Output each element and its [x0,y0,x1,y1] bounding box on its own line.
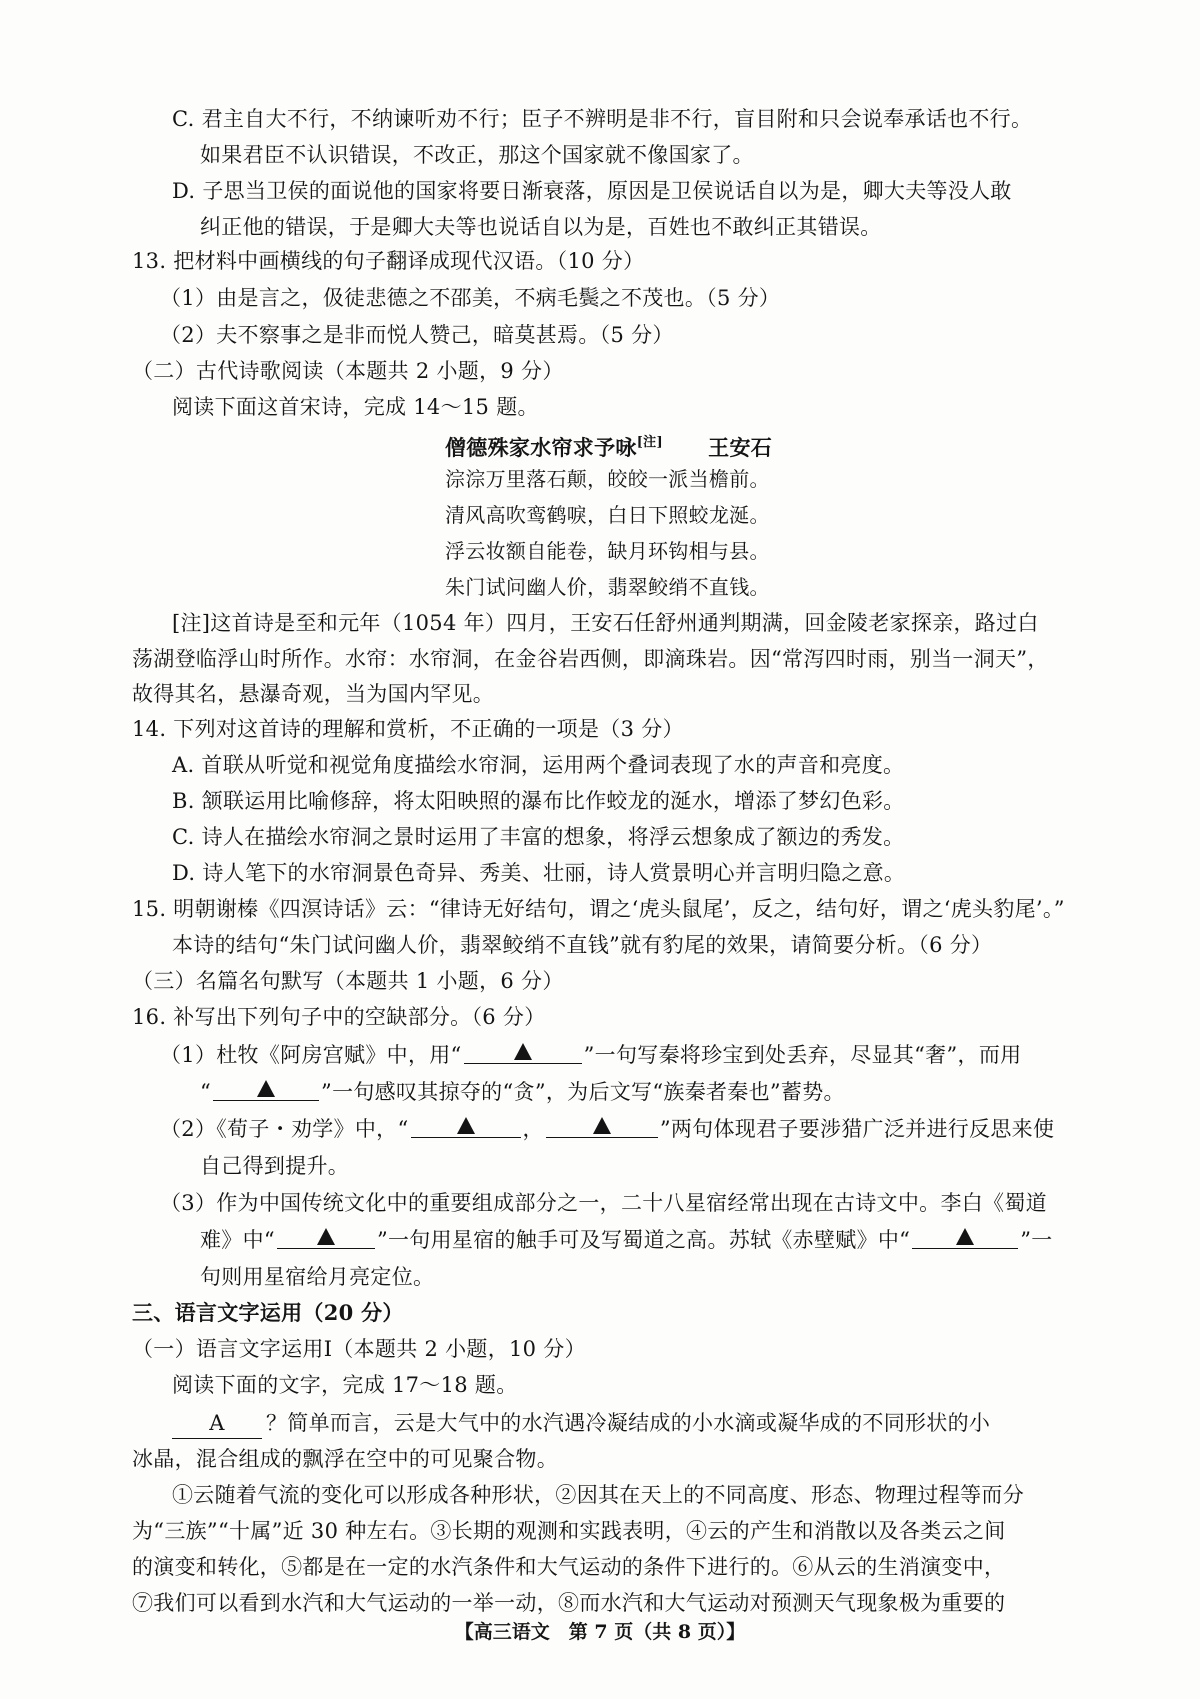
passage-para2-line1: ①云随着气流的变化可以形成各种形状，②因其在天上的不同高度、形态、物理过程等而分 [172,1483,1024,1507]
answer-blank[interactable] [546,1115,658,1138]
q16-part2-line1 [160,1114,1054,1144]
poem-title: 僧德殊家水帘求予咏 [445,435,637,460]
q12-option-d-line1: D. 子思当卫侯的面说他的国家将要日渐衰落，原因是卫侯说话自以为是，卿大夫等没人敢 [172,179,1012,203]
section-recitation-heading: （三）名篇名句默写（本题共 1 小题，6 分） [132,969,564,993]
poem-note-line1: [注]这首诗是至和元年（1054 年）四月，王安石任舒州通判期满，回金陵老家探亲，路过白 [172,611,1039,635]
part3-subheading: （一）语言文字运用Ⅰ（本题共 2 小题，10 分） [132,1337,586,1361]
triangle-icon [317,1228,335,1245]
q14-option-a: A. 首联从听觉和视觉角度描绘水帘洞，运用两个叠词表现了水的声音和亮度。 [172,753,905,777]
poem-line-4: 朱门试问幽人价，翡翠鲛绡不直钱。 [445,575,770,599]
passage-para2-line2: 为“三族”“十属”近 30 种左右。③长期的观测和实践表明，④云的产生和消散以及各类云之间 [132,1519,1006,1543]
q16-part1-line1 [160,1040,1021,1070]
triangle-icon [956,1228,974,1245]
part3-heading: 三、语言文字运用（20 分） [132,1300,404,1325]
q16-part3-text-c: ”一句用星宿的触手可及写蜀道之高。苏轼《赤壁赋》中“ [376,1228,911,1252]
passage-para1-line2: 冰晶，混合组成的飘浮在空中的可见聚合物。 [132,1447,558,1471]
q15-line2: 本诗的结句“朱门试问幽人价，翡翠鲛绡不直钱”就有豹尾的效果，请简要分析。（6 分） [172,933,993,957]
q16-part3-line1: （3）作为中国传统文化中的重要组成部分之一，二十八星宿经常出现在古诗文中。李白《蜀道 [160,1191,1047,1215]
poem-author: 王安石 [708,435,773,460]
q16-part1-line2 [200,1077,845,1107]
poem-line-1: 淙淙万里落石颠，皎皎一派当檐前。 [445,467,770,491]
part3-intro: 阅读下面的文字，完成 17～18 题。 [172,1373,518,1397]
q16-part3-line2 [200,1225,1053,1255]
q14-option-d: D. 诗人笔下的水帘洞景色奇异、秀美、壮丽，诗人赏景明心并言明归隐之意。 [172,861,906,885]
answer-blank[interactable] [411,1115,521,1138]
q15-line1: 15. 明朝谢榛《四溟诗话》云：“律诗无好结句，谓之‘虎头鼠尾’，反之，结句好，谓之‘虎头豹尾’。” [132,897,1065,921]
triangle-icon [593,1117,611,1134]
q13-sentence-2: （2）夫不察事之是非而悦人赞己，暗莫甚焉。（5 分） [160,323,674,347]
passage-para1-line1 [172,1408,990,1439]
passage-blank-a[interactable]: A [172,1408,262,1439]
q16-part2-separator: ， [522,1117,544,1141]
answer-blank[interactable] [277,1226,375,1249]
poem-note-mark: [注] [636,435,663,450]
q16-part2-line2: 自己得到提升。 [200,1154,350,1178]
poem-line-2: 清风高吹鸾鹤唳，白日下照蛟龙涎。 [445,503,770,527]
q16-part1-text-c: “ [200,1080,212,1104]
answer-blank[interactable] [912,1226,1018,1249]
section-poetry-intro: 阅读下面这首宋诗，完成 14～15 题。 [172,395,539,419]
answer-blank[interactable] [464,1041,582,1064]
passage-para2-line3: 的演变和转化，⑤都是在一定的水汽条件和大气运动的条件下进行的。⑥从云的生消演变中， [132,1555,1006,1579]
q14-option-c: C. 诗人在描绘水帘洞之景时运用了丰富的想象，将浮云想象成了额边的秀发。 [172,825,905,849]
q13-sentence-1: （1）由是言之，伋徒悲德之不邵美，不病毛鬓之不茂也。（5 分） [160,286,781,310]
q14-stem: 14. 下列对这首诗的理解和赏析，不正确的一项是（3 分） [132,717,684,741]
q16-part1-text-b: ”一句写秦将珍宝到处丢弃，尽显其“奢”，而用 [583,1043,1022,1067]
section-poetry-heading: （二）古代诗歌阅读（本题共 2 小题，9 分） [132,359,564,383]
q16-part1-text-d: ”一句感叹其掠夺的“贪”，为后文写“族秦者秦也”蓄势。 [321,1080,845,1104]
triangle-icon [257,1080,275,1097]
poem-note-line2: 荡湖登临浮山时所作。水帘：水帘洞，在金谷岩西侧，即滴珠岩。因“常泻四时雨，别当一洞天”， [132,647,1049,671]
passage-para2-line4: ⑦我们可以看到水汽和大气运动的一举一动，⑧而水汽和大气运动对预测天气现象极为重要的 [132,1591,1006,1615]
q16-part1-text-a: （1）杜牧《阿房宫赋》中，用“ [160,1043,462,1067]
poem-title-line [445,428,772,463]
q16-part3-line3: 句则用星宿给月亮定位。 [200,1265,435,1289]
poem-line-3: 浮云妆额自能卷，缺月环钩相与县。 [445,539,770,563]
triangle-icon [457,1117,475,1134]
q14-option-b: B. 颔联运用比喻修辞，将太阳映照的瀑布比作蛟龙的涎水，增添了梦幻色彩。 [172,789,905,813]
q13-stem: 13. 把材料中画横线的句子翻译成现代汉语。（10 分） [132,249,645,273]
poem-note-line3: 故得其名，悬瀑奇观，当为国内罕见。 [132,682,495,706]
q12-option-d-line2: 纠正他的错误，于是卿大夫等也说话自以为是，百姓也不敢纠正其错误。 [200,215,882,239]
answer-blank[interactable] [213,1078,319,1101]
q16-stem: 16. 补写出下列句子中的空缺部分。（6 分） [132,1005,546,1029]
passage-para1-text: ？简单而言，云是大气中的水汽遇冷凝结成的小水滴或凝华成的不同形状的小 [266,1411,991,1435]
q16-part2-text-b: ”两句体现君子要涉猎广泛并进行反思来使 [659,1117,1055,1141]
page-footer: 【高三语文 第 7 页（共 8 页）】 [454,1621,746,1643]
q12-option-c-line1: C. 君主自大不行，不纳谏听劝不行；臣子不辨明是非不行，盲目附和只会说奉承话也不行。 [172,107,1033,131]
q16-part3-text-d: ”一 [1020,1228,1053,1252]
q16-part3-text-b: 难》中“ [200,1228,275,1252]
q16-part2-text-a: （2）《荀子・劝学》中，“ [160,1117,409,1141]
q12-option-c-line2: 如果君臣不认识错误，不改正，那这个国家就不像国家了。 [200,143,754,167]
triangle-icon [514,1043,532,1060]
